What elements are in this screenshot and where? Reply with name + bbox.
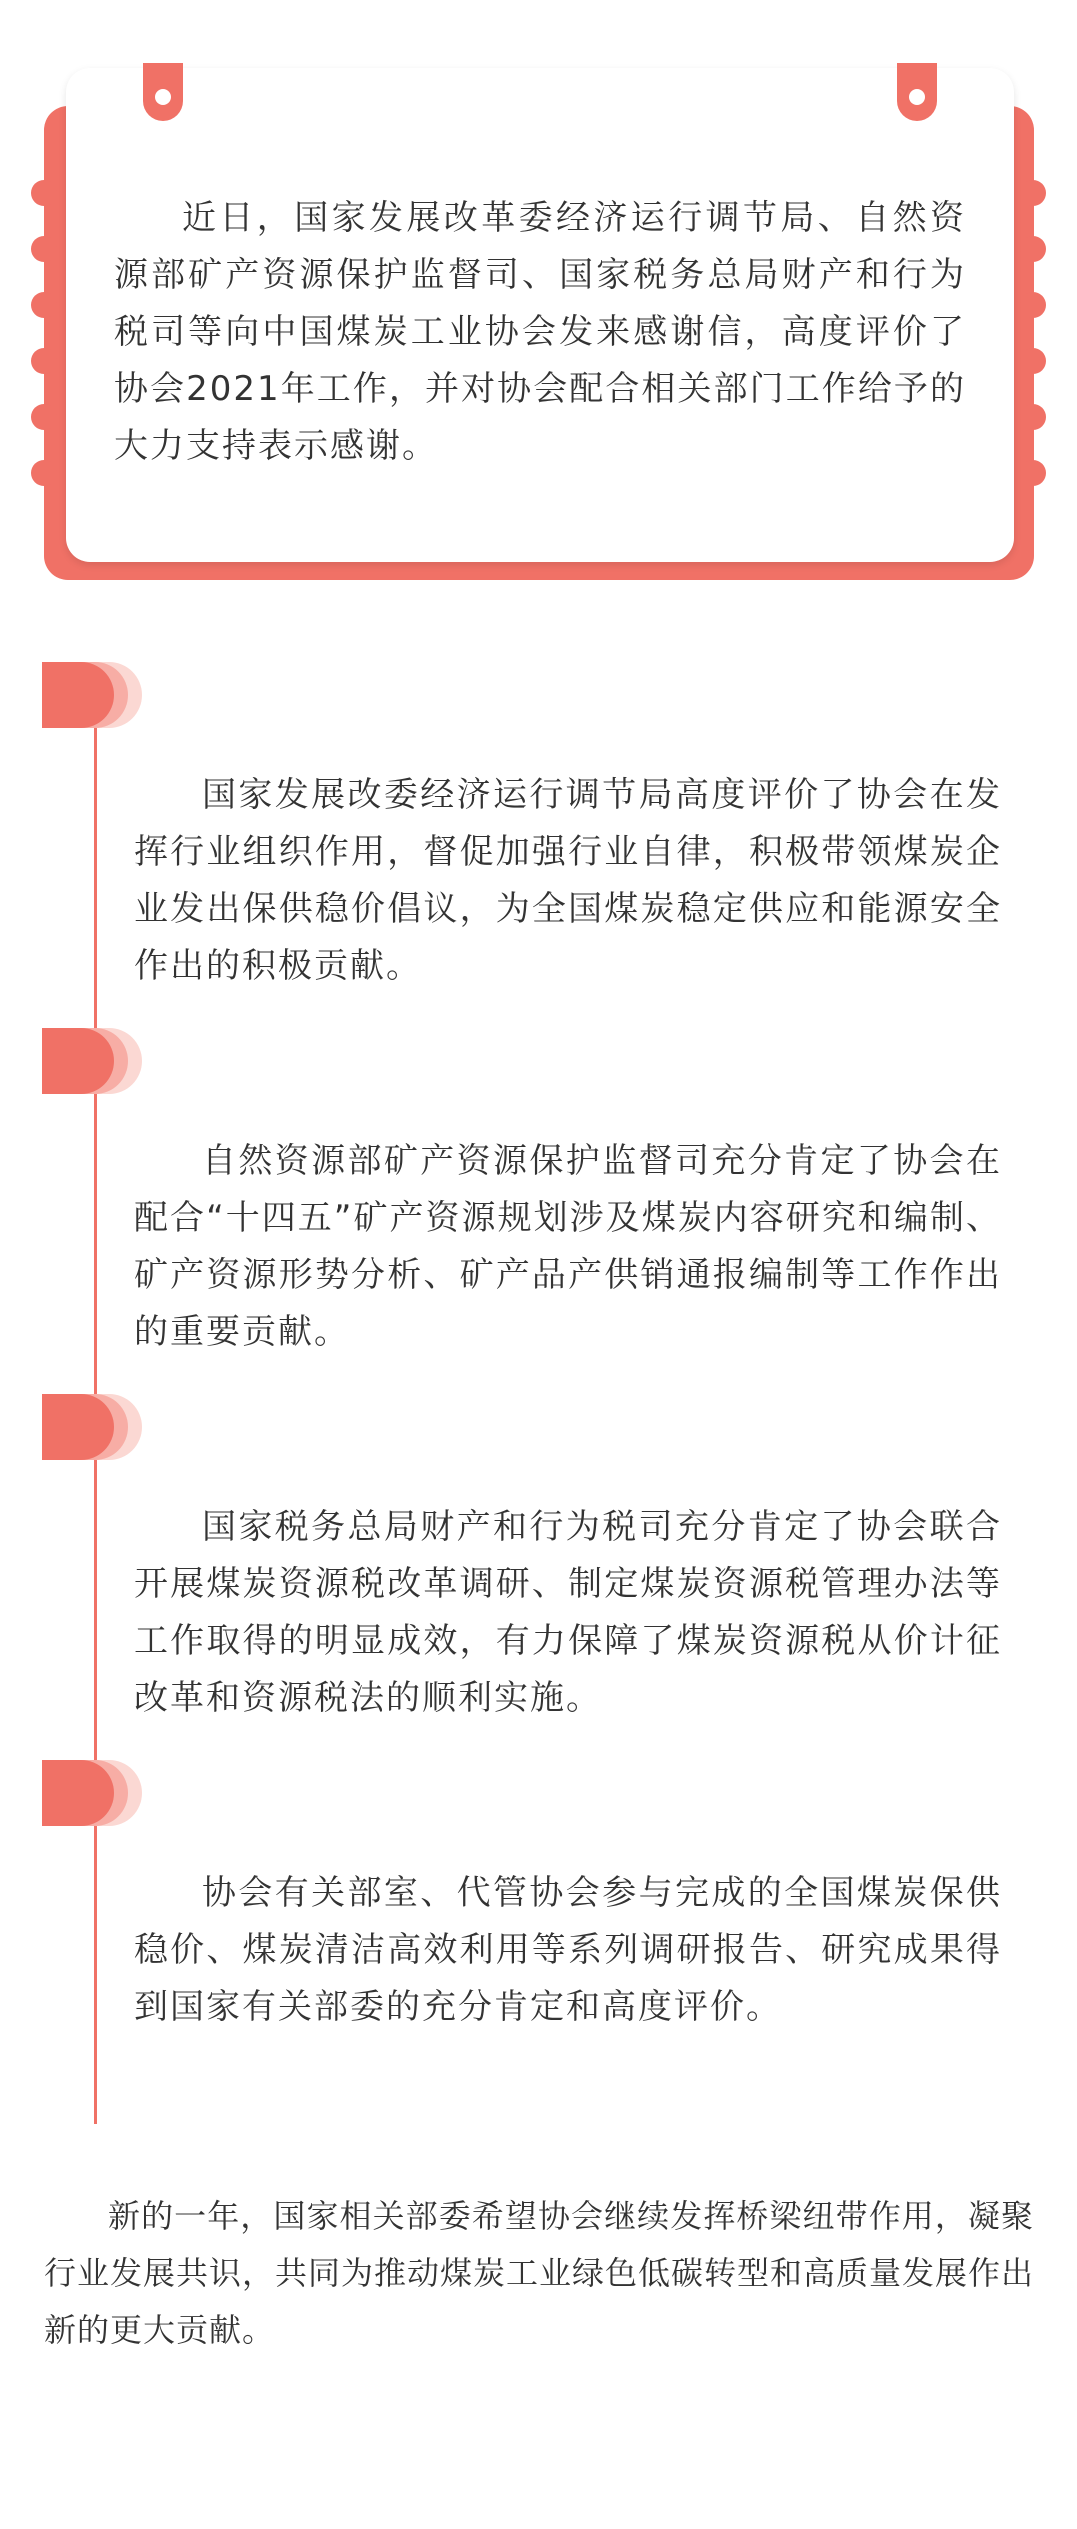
card-edge-tab bbox=[1020, 236, 1046, 262]
card-edge-tab bbox=[31, 180, 57, 206]
timeline-paragraph: 协会有关部室、代管协会参与完成的全国煤炭保供稳价、煤炭清洁高效利用等系列调研报告、研究成果得到国家有关部委的充分肯定和高度评价。 bbox=[134, 1873, 1002, 2027]
timeline-marker-icon bbox=[42, 662, 142, 728]
card-edge-tab bbox=[1020, 348, 1046, 374]
intro-paragraph: 近日，国家发展改革委经济运行调节局、自然资源部矿产资源保护监督司、国家税务总局财产和行为税司等向中国煤炭工业协会发来感谢信，高度评价了协会2021年工作，并对协会配合相关部门工作给予的大力支持表示感谢。 bbox=[114, 198, 966, 466]
timeline-paragraph: 国家税务总局财产和行为税司充分肯定了协会联合开展煤炭资源税改革调研、制定煤炭资源税管理办法等工作取得的明显成效，有力保障了煤炭资源税从价计征改革和资源税法的顺利实施。 bbox=[134, 1507, 1002, 1718]
timeline-marker-icon bbox=[42, 1028, 142, 1094]
card-edge-tab bbox=[31, 348, 57, 374]
card-edge-tab bbox=[31, 236, 57, 262]
card-edge-tab bbox=[31, 292, 57, 318]
closing-paragraph: 新的一年，国家相关部委希望协会继续发挥桥梁纽带作用，凝聚行业发展共识，共同为推动煤炭工业绿色低碳转型和高质量发展作出新的更大贡献。 bbox=[44, 2197, 1035, 2349]
timeline-paragraph: 自然资源部矿产资源保护监督司充分肯定了协会在配合“十四五”矿产资源规划涉及煤炭内容研究和编制、矿产资源形势分析、矿产品产供销通报编制等工作作出的重要贡献。 bbox=[134, 1141, 1002, 1352]
card-edge-tab bbox=[1020, 180, 1046, 206]
card-edge-tab bbox=[1020, 292, 1046, 318]
card-edge-tab bbox=[1020, 460, 1046, 486]
pin-icon bbox=[143, 63, 183, 121]
timeline-marker-icon bbox=[42, 1394, 142, 1460]
card-edge-tab bbox=[1020, 404, 1046, 430]
card-edge-tab bbox=[31, 460, 57, 486]
timeline-marker-icon bbox=[42, 1760, 142, 1826]
timeline-paragraph: 国家发展改委经济运行调节局高度评价了协会在发挥行业组织作用，督促加强行业自律，积极带领煤炭企业发出保供稳价倡议，为全国煤炭稳定供应和能源安全作出的积极贡献。 bbox=[134, 775, 1002, 986]
pin-icon bbox=[897, 63, 937, 121]
card-edge-tab bbox=[31, 404, 57, 430]
